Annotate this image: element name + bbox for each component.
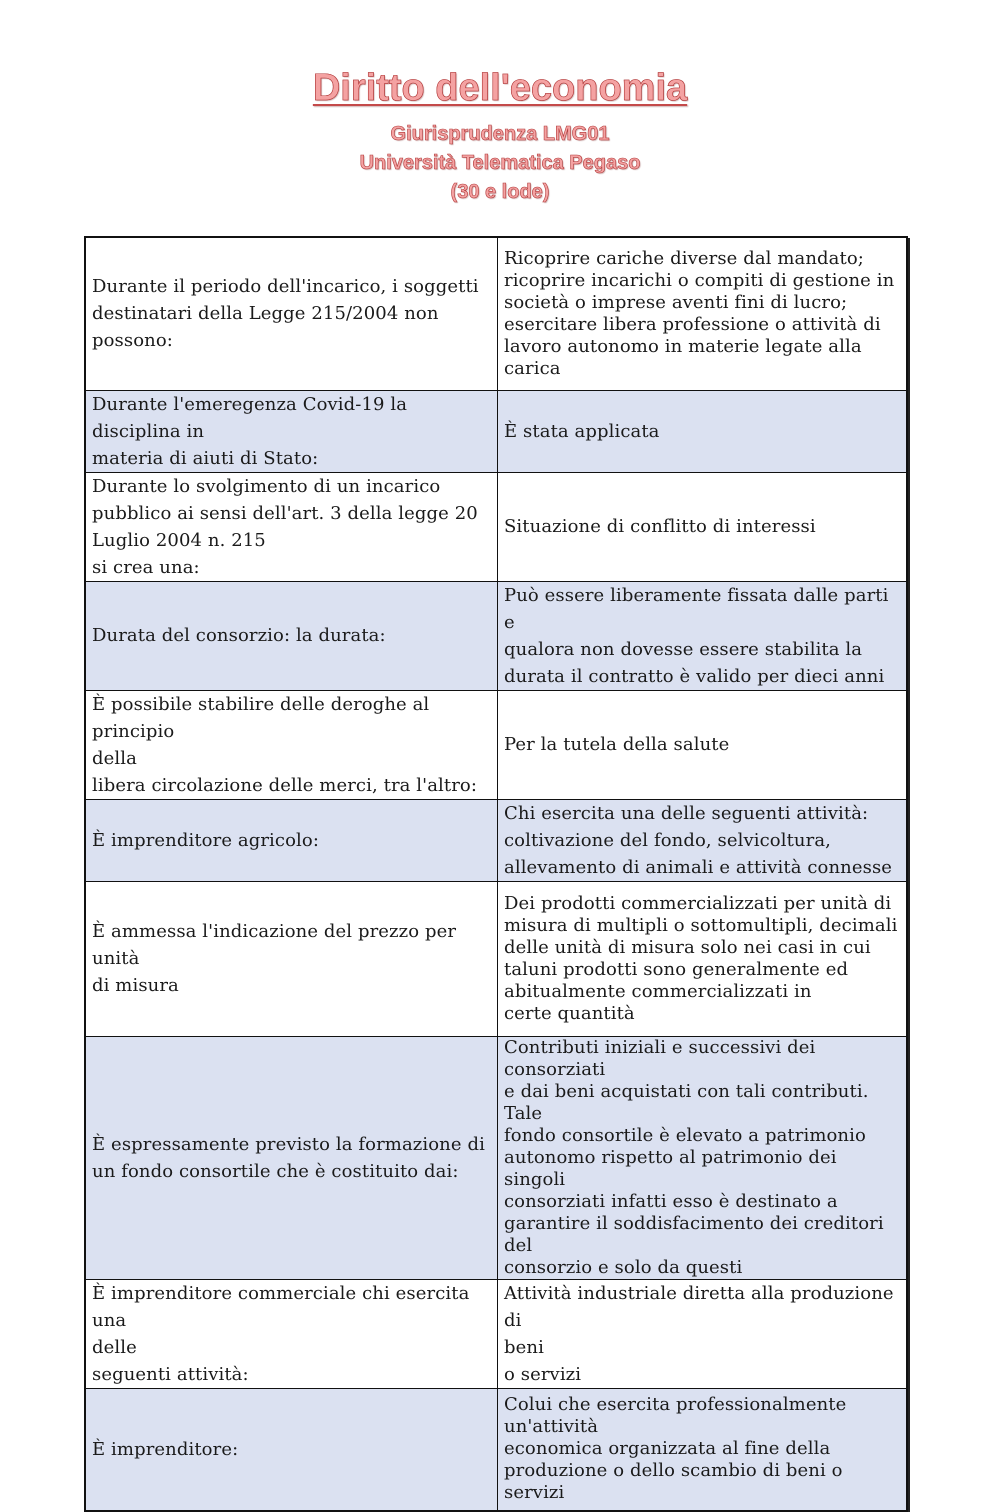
question-line: È imprenditore: — [92, 1438, 239, 1460]
answer-line: Può essere liberamente fissata dalle parti e — [504, 584, 889, 633]
answer-line: ricoprire incarichi o compiti di gestione in — [504, 269, 895, 291]
answer-line: lavoro autonomo in materie legate alla — [504, 335, 862, 357]
question-line: È possibile stabilire delle deroghe al principio — [92, 693, 430, 742]
answer-line: autonomo rispetto al patrimonio dei singoli — [504, 1146, 837, 1190]
answer-line: Attività industriale diretta alla produzione di — [504, 1282, 894, 1331]
table-row — [85, 1279, 907, 1388]
answer-line: Per la tutela della salute — [504, 734, 730, 755]
answer-line: È stata applicata — [504, 420, 660, 442]
answer-line: o servizi — [504, 1363, 582, 1385]
answer-line: produzione o dello scambio di beni o — [504, 1460, 843, 1482]
question-line: si crea una: — [92, 556, 200, 578]
answer-line: beni — [504, 1336, 544, 1358]
question-cell — [85, 581, 498, 690]
question-line: pubblico ai sensi dell'art. 3 della legge 20 — [92, 502, 478, 524]
question-line: della — [92, 747, 137, 769]
table-row — [85, 390, 907, 472]
table-row — [85, 690, 907, 799]
question-cell — [85, 799, 498, 881]
question-line: un fondo consortile che è costituito dai: — [92, 1160, 459, 1182]
answer-cell — [498, 1279, 908, 1388]
answer-line: società o imprese aventi fini di lucro; — [504, 291, 848, 313]
question-line: libera circolazione delle merci, tra l'altro: — [92, 774, 478, 796]
question-line: possono: — [92, 330, 173, 352]
answer-line: Situazione di conflitto di interessi — [504, 516, 816, 537]
answer-line: esercitare libera professione o attività di — [504, 313, 881, 335]
answer-cell — [498, 690, 908, 799]
answer-cell — [498, 581, 908, 690]
answer-cell — [498, 472, 908, 581]
answer-line: durata il contratto è valido per dieci anni — [504, 665, 885, 687]
question-line: È espressamente previsto la formazione di — [92, 1133, 485, 1155]
question-cell — [85, 690, 498, 799]
question-cell — [85, 881, 498, 1036]
question-line: È imprenditore agricolo: — [92, 829, 319, 851]
answer-line: taluni prodotti sono generalmente ed — [504, 958, 849, 980]
table-row — [85, 799, 907, 881]
answer-line: delle unità di misura solo nei casi in cui — [504, 936, 871, 958]
answer-line: del — [504, 1234, 533, 1256]
answer-line: Contributi iniziali e successivi dei consorziati — [504, 1036, 816, 1080]
question-line: È imprenditore commerciale chi esercita una — [92, 1282, 470, 1331]
answer-cell — [498, 390, 908, 472]
answer-line: fondo consortile è elevato a patrimonio — [504, 1124, 866, 1146]
question-cell — [85, 1388, 498, 1511]
answer-line: e dai beni acquistati con tali contributi. Tale — [504, 1080, 869, 1124]
question-line: destinatari della Legge 215/2004 non — [92, 303, 439, 325]
table-row — [85, 881, 907, 1036]
answer-line: carica — [504, 357, 561, 379]
table-row — [85, 1388, 907, 1511]
answer-line: misura di multipli o sottomultipli, decimali — [504, 914, 898, 936]
answer-line: consorziati infatti esso è destinato a — [504, 1190, 838, 1212]
answer-line: servizi — [504, 1482, 565, 1504]
question-line: È ammessa l'indicazione del prezzo per unità — [92, 921, 457, 969]
course-name: Giurisprudenza LMG01 — [390, 123, 610, 145]
question-line: Durante l'emeregenza Covid-19 la disciplina in — [92, 393, 408, 442]
question-cell — [85, 237, 498, 390]
question-line: delle — [92, 1336, 137, 1358]
table-row — [85, 237, 907, 390]
table-row — [85, 581, 907, 690]
table-row — [85, 1036, 907, 1279]
answer-line: allevamento di animali e attività connesse — [504, 856, 893, 878]
answer-cell — [498, 1036, 908, 1279]
answer-line: un'attività — [504, 1416, 599, 1438]
answer-line: economica organizzata al fine della — [504, 1438, 831, 1460]
answer-line: consorzio e solo da questi — [504, 1256, 743, 1278]
document-title: Diritto dell'economia — [312, 67, 688, 109]
answer-line: Dei prodotti commercializzati per unità di — [504, 892, 892, 914]
university-name: Università Telematica Pegaso — [359, 152, 641, 174]
answer-line: coltivazione del fondo, selvicoltura, — [504, 829, 831, 851]
answer-cell — [498, 1388, 908, 1511]
question-cell — [85, 1279, 498, 1388]
table-row — [85, 472, 907, 581]
answer-line: garantire il soddisfacimento dei creditori — [504, 1212, 884, 1234]
question-line: Luglio 2004 n. 215 — [92, 529, 266, 551]
question-line: seguenti attività: — [92, 1363, 249, 1385]
answer-line: certe quantità — [504, 1002, 635, 1024]
answer-line: qualora non dovesse essere stabilita la — [504, 638, 863, 660]
question-cell — [85, 472, 498, 581]
answer-line: Chi esercita una delle seguenti attività: — [504, 802, 869, 824]
answer-line: Ricoprire cariche diverse dal mandato; — [504, 247, 864, 269]
question-line: Durante il periodo dell'incarico, i soggetti — [92, 276, 479, 298]
answer-line: Colui che esercita professionalmente — [504, 1394, 847, 1416]
qa-table — [84, 236, 908, 1512]
question-line: materia di aiuti di Stato: — [92, 447, 319, 469]
document-header — [0, 62, 1000, 207]
grade-label: (30 e lode) — [450, 181, 550, 203]
question-cell — [85, 390, 498, 472]
answer-cell — [498, 799, 908, 881]
question-cell — [85, 1036, 498, 1279]
question-line: Durante lo svolgimento di un incarico — [92, 475, 441, 497]
answer-cell — [498, 881, 908, 1036]
question-line: Durata del consorzio: la durata: — [92, 625, 386, 646]
answer-cell — [498, 237, 908, 390]
question-line: di misura — [92, 975, 179, 996]
answer-line: abitualmente commercializzati in — [504, 980, 812, 1002]
